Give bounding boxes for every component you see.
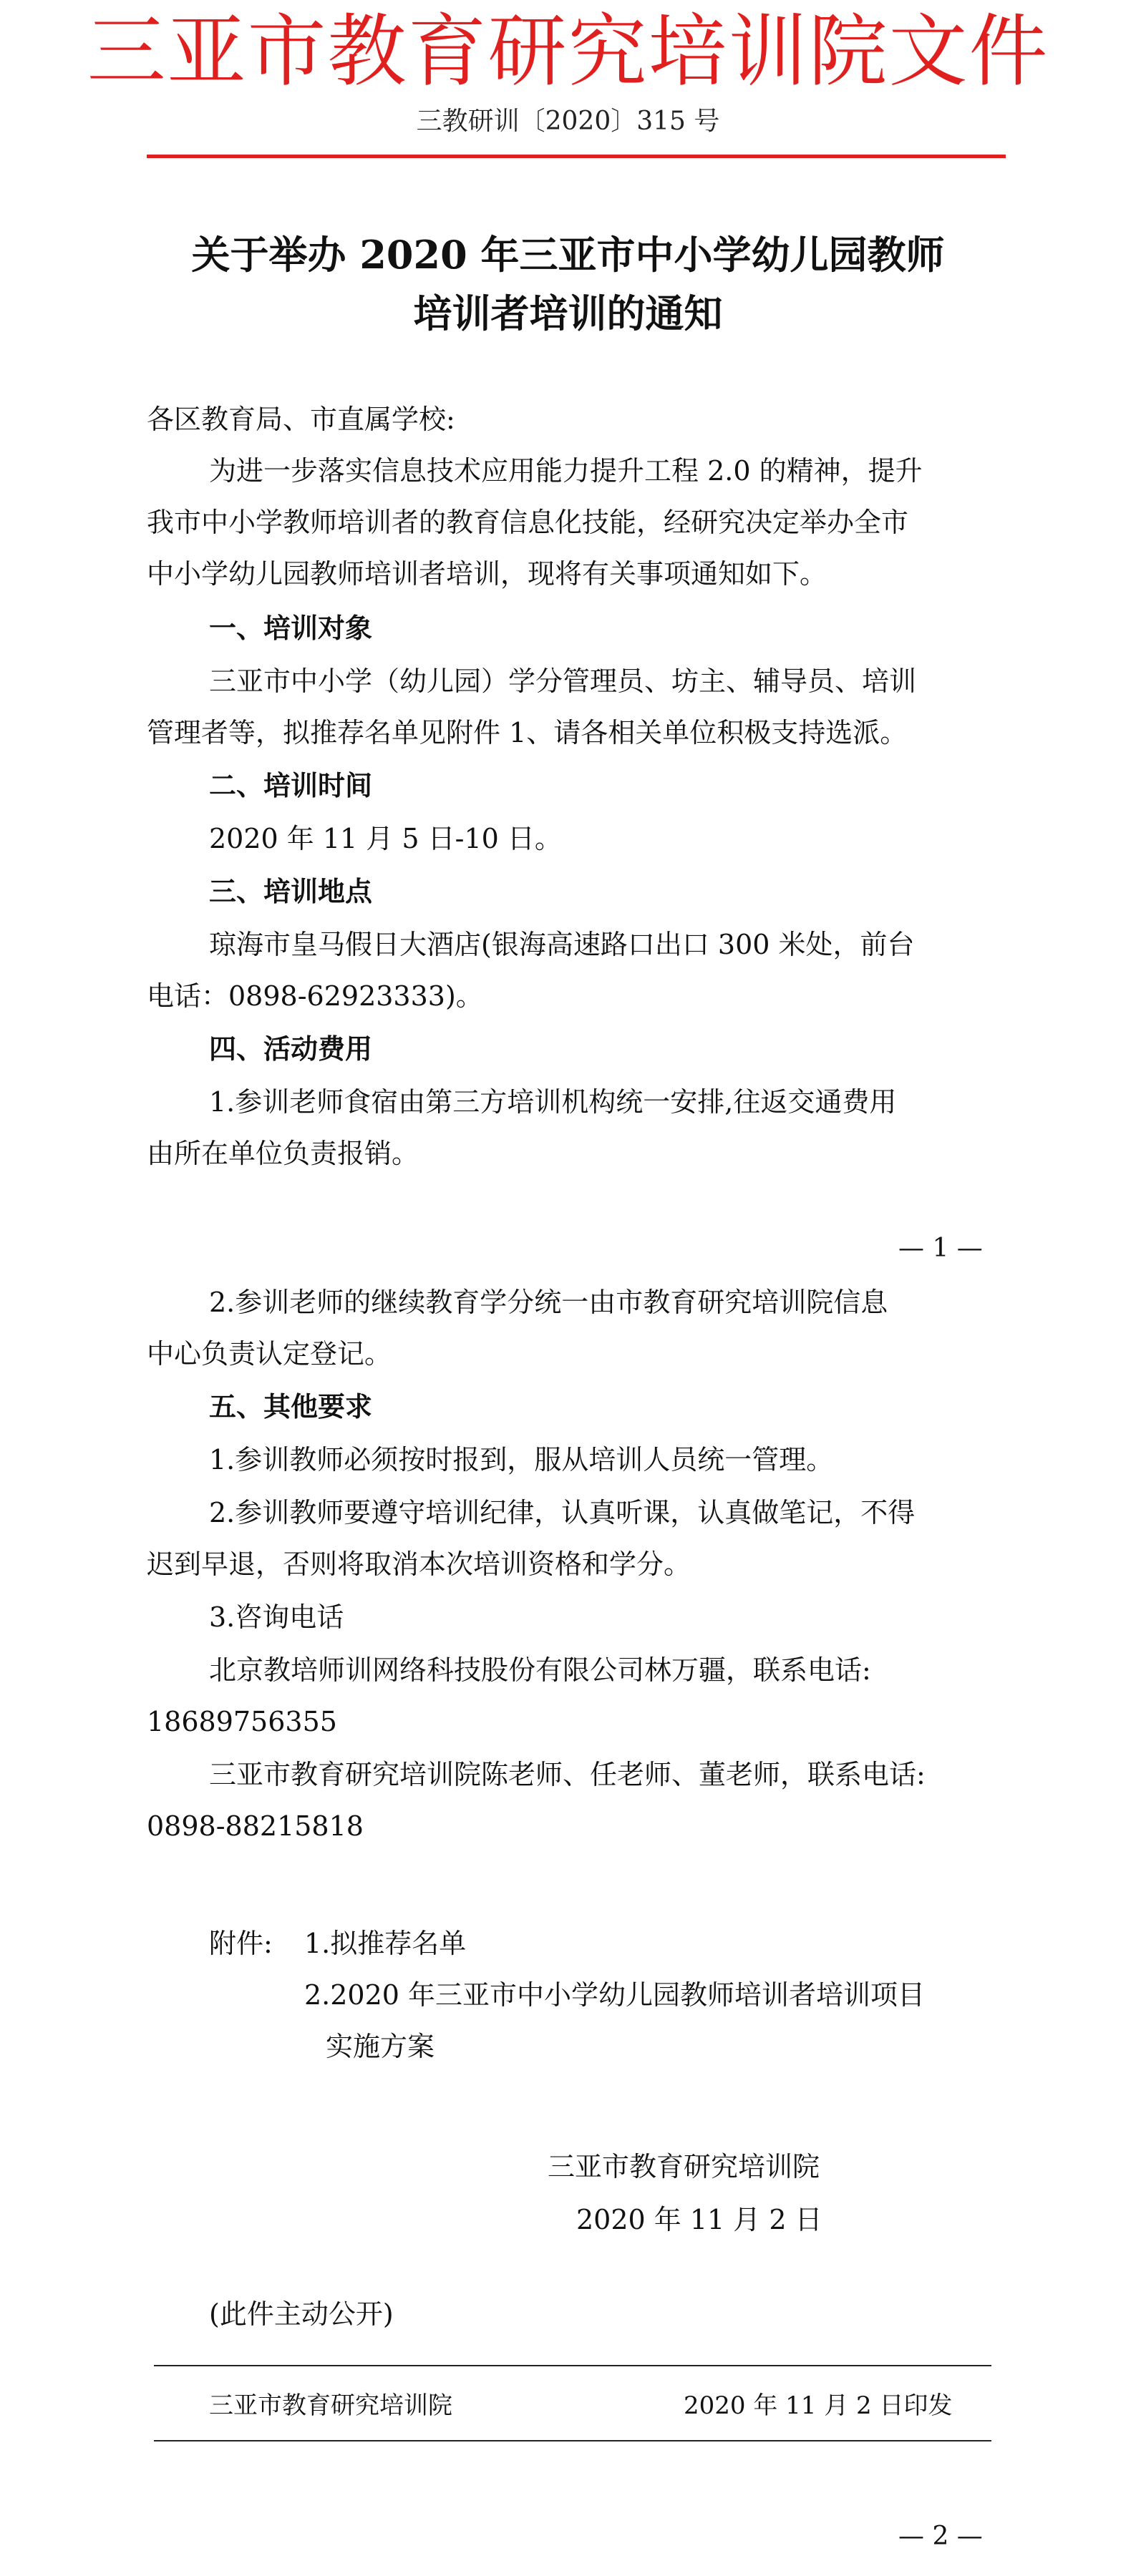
signature-date: 2020 年 11 月 2 日 bbox=[576, 2204, 822, 2235]
salutation: 各区教育局、市直属学校: bbox=[147, 404, 455, 435]
section-3-line-2: 电话：0898-62923333)。 bbox=[147, 980, 483, 1012]
section-5-item-2-line-1: 2.参训教师要遵守培训纪律，认真听课，认真做笔记，不得 bbox=[209, 1497, 916, 1528]
section-4-item-2-line-1: 2.参训老师的继续教育学分统一由市教育研究培训院信息 bbox=[209, 1287, 888, 1318]
intro-line-2: 我市中小学教师培训者的教育信息化技能，经研究决定举办全市 bbox=[147, 507, 909, 538]
section-5-item-2-line-2: 迟到早退，否则将取消本次培训资格和学分。 bbox=[147, 1548, 691, 1580]
attachments-label: 附件: bbox=[209, 1928, 273, 1959]
section-2-text: 2020 年 11 月 5 日-10 日。 bbox=[209, 823, 562, 854]
contact-1-line-1: 北京教培师训网络科技股份有限公司林万疆，联系电话: bbox=[209, 1654, 871, 1686]
page-number-1: — 1 — bbox=[898, 1234, 983, 1263]
attachment-item-1: 1.拟推荐名单 bbox=[304, 1928, 467, 1959]
notice-title-line-2: 培训者培训的通知 bbox=[413, 291, 723, 336]
footer-top-rule bbox=[154, 2365, 991, 2366]
red-header-rule bbox=[147, 155, 1006, 158]
section-3-heading: 三、培训地点 bbox=[209, 876, 373, 907]
section-5-item-1: 1.参训教师必须按时报到，服从培训人员统一管理。 bbox=[209, 1444, 834, 1475]
intro-line-1: 为进一步落实信息技术应用能力提升工程 2.0 的精神，提升 bbox=[209, 455, 923, 487]
section-1-heading: 一、培训对象 bbox=[209, 613, 373, 644]
intro-line-3: 中小学幼儿园教师培训者培训，现将有关事项通知如下。 bbox=[147, 558, 827, 590]
footer-issuer: 三亚市教育研究培训院 bbox=[209, 2391, 452, 2420]
attachment-item-2-line-1: 2.2020 年三亚市中小学幼儿园教师培训者培训项目 bbox=[304, 1979, 926, 2011]
section-4-heading: 四、活动费用 bbox=[209, 1033, 373, 1065]
section-2-heading: 二、培训时间 bbox=[209, 770, 373, 801]
section-5-heading: 五、其他要求 bbox=[209, 1391, 373, 1423]
section-3-line-1: 琼海市皇马假日大酒店(银海高速路口出口 300 米处，前台 bbox=[209, 929, 915, 960]
disclosure-note: (此件主动公开) bbox=[209, 2298, 394, 2330]
footer-bottom-rule bbox=[154, 2440, 991, 2441]
attachment-item-2-line-2: 实施方案 bbox=[326, 2031, 435, 2062]
section-1-line-2: 管理者等，拟推荐名单见附件 1、请各相关单位积极支持选派。 bbox=[147, 717, 908, 748]
signature-org: 三亚市教育研究培训院 bbox=[548, 2151, 820, 2182]
section-1-line-1: 三亚市中小学（幼儿园）学分管理员、坊主、辅导员、培训 bbox=[209, 665, 917, 697]
footer-print-date: 2020 年 11 月 2 日印发 bbox=[684, 2391, 953, 2420]
section-4-item-2-line-2: 中心负责认定登记。 bbox=[147, 1338, 392, 1370]
notice-title bbox=[0, 225, 1136, 343]
contact-1-phone: 18689756355 bbox=[147, 1706, 337, 1737]
section-4-item-1-line-1: 1.参训老师食宿由第三方培训机构统一安排,往返交通费用 bbox=[209, 1086, 897, 1118]
issuer-header-title: 三亚市教育研究培训院文件 bbox=[87, 6, 1049, 97]
section-5-item-3: 3.咨询电话 bbox=[209, 1601, 344, 1633]
notice-title-line-1: 关于举办 2020 年三亚市中小学幼儿园教师 bbox=[191, 232, 945, 278]
page-number-2: — 2 — bbox=[898, 2522, 983, 2551]
contact-2-phone: 0898-88215818 bbox=[147, 1810, 364, 1842]
contact-2-line-1: 三亚市教育研究培训院陈老师、任老师、董老师，联系电话: bbox=[209, 1759, 926, 1790]
document-number: 三教研训〔2020〕315 号 bbox=[416, 107, 720, 136]
section-4-item-1-line-2: 由所在单位负责报销。 bbox=[147, 1138, 419, 1169]
